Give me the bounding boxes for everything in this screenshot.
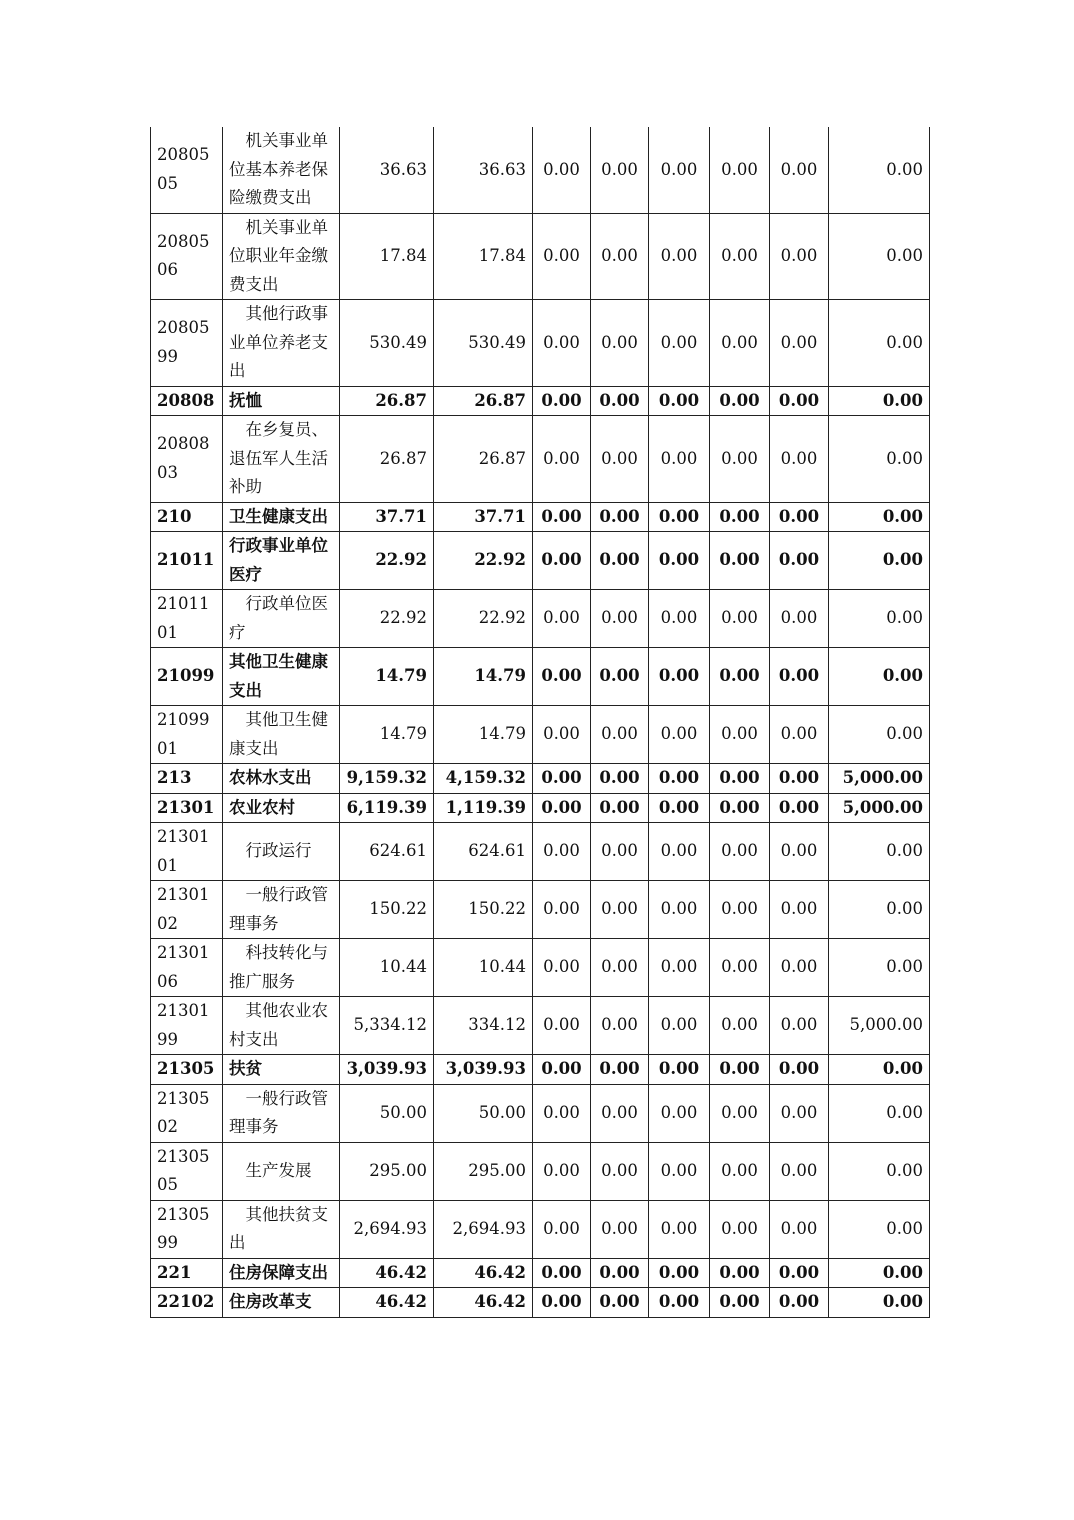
amount-cell-c5: 0.00 (649, 213, 710, 300)
amount-cell-c3: 0.00 (533, 793, 591, 823)
subject-code-cell: 20808 (151, 386, 223, 416)
amount-cell-total: 46.42 (340, 1288, 434, 1318)
table-row (151, 706, 930, 764)
amount-cell-c5: 0.00 (649, 793, 710, 823)
amount-cell-c3: 0.00 (533, 1288, 591, 1318)
amount-cell-c6: 0.00 (710, 590, 770, 648)
amount-cell-c6: 0.00 (710, 213, 770, 300)
amount-cell-basic: 1,119.39 (434, 793, 533, 823)
amount-cell-total: 10.44 (340, 939, 434, 997)
amount-cell-c5: 0.00 (649, 939, 710, 997)
amount-cell-basic: 14.79 (434, 706, 533, 764)
amount-cell-c3: 0.00 (533, 939, 591, 997)
amount-cell-total: 5,334.12 (340, 997, 434, 1055)
amount-cell-c8: 0.00 (829, 416, 930, 503)
subject-name-cell: 农林水支出 (223, 764, 340, 794)
subject-code-cell: 221 (151, 1258, 223, 1288)
amount-cell-c3: 0.00 (533, 416, 591, 503)
subject-name-cell: 机关事业单位基本养老保险缴费支出 (223, 127, 340, 213)
subject-name-cell: 住房保障支出 (223, 1258, 340, 1288)
amount-cell-total: 26.87 (340, 416, 434, 503)
table-row (151, 793, 930, 823)
amount-cell-c3: 0.00 (533, 1055, 591, 1085)
amount-cell-c3: 0.00 (533, 127, 591, 213)
amount-cell-c3: 0.00 (533, 881, 591, 939)
amount-cell-c6: 0.00 (710, 764, 770, 794)
amount-cell-c4: 0.00 (591, 300, 649, 387)
amount-cell-c3: 0.00 (533, 502, 591, 532)
subject-code-cell: 2080505 (151, 127, 223, 213)
amount-cell-basic: 334.12 (434, 997, 533, 1055)
amount-cell-c8: 0.00 (829, 1258, 930, 1288)
amount-cell-c4: 0.00 (591, 939, 649, 997)
amount-cell-c3: 0.00 (533, 1142, 591, 1200)
subject-name-cell: 住房改革支 (223, 1288, 340, 1318)
amount-cell-c6: 0.00 (710, 386, 770, 416)
subject-name-cell: 其他扶贫支出 (223, 1200, 340, 1258)
amount-cell-c4: 0.00 (591, 997, 649, 1055)
amount-cell-total: 37.71 (340, 502, 434, 532)
amount-cell-c4: 0.00 (591, 706, 649, 764)
table-row (151, 590, 930, 648)
amount-cell-c6: 0.00 (710, 532, 770, 590)
table-row (151, 648, 930, 706)
amount-cell-basic: 3,039.93 (434, 1055, 533, 1085)
amount-cell-c3: 0.00 (533, 1258, 591, 1288)
amount-cell-c4: 0.00 (591, 1200, 649, 1258)
amount-cell-c5: 0.00 (649, 1055, 710, 1085)
amount-cell-c8: 5,000.00 (829, 997, 930, 1055)
amount-cell-c7: 0.00 (770, 590, 829, 648)
amount-cell-c5: 0.00 (649, 590, 710, 648)
subject-name-cell: 行政单位医疗 (223, 590, 340, 648)
amount-cell-c8: 0.00 (829, 532, 930, 590)
amount-cell-c4: 0.00 (591, 764, 649, 794)
subject-name-cell: 机关事业单位职业年金缴费支出 (223, 213, 340, 300)
amount-cell-c4: 0.00 (591, 823, 649, 881)
amount-cell-total: 6,119.39 (340, 793, 434, 823)
amount-cell-c3: 0.00 (533, 706, 591, 764)
subject-name-cell: 其他农业农村支出 (223, 997, 340, 1055)
amount-cell-c6: 0.00 (710, 997, 770, 1055)
amount-cell-basic: 10.44 (434, 939, 533, 997)
subject-code-cell: 21011 (151, 532, 223, 590)
subject-code-cell: 2130599 (151, 1200, 223, 1258)
amount-cell-c8: 0.00 (829, 502, 930, 532)
subject-name-cell: 一般行政管理事务 (223, 1084, 340, 1142)
amount-cell-total: 22.92 (340, 532, 434, 590)
amount-cell-basic: 46.42 (434, 1258, 533, 1288)
subject-code-cell: 22102 (151, 1288, 223, 1318)
amount-cell-total: 50.00 (340, 1084, 434, 1142)
amount-cell-c7: 0.00 (770, 416, 829, 503)
subject-code-cell: 2130102 (151, 881, 223, 939)
amount-cell-c7: 0.00 (770, 1288, 829, 1318)
amount-cell-basic: 17.84 (434, 213, 533, 300)
subject-code-cell: 21099 (151, 648, 223, 706)
amount-cell-c7: 0.00 (770, 532, 829, 590)
amount-cell-c7: 0.00 (770, 1055, 829, 1085)
subject-name-cell: 其他卫生健康支出 (223, 648, 340, 706)
subject-code-cell: 2080803 (151, 416, 223, 503)
amount-cell-c7: 0.00 (770, 706, 829, 764)
amount-cell-basic: 46.42 (434, 1288, 533, 1318)
table-row (151, 823, 930, 881)
amount-cell-c4: 0.00 (591, 648, 649, 706)
amount-cell-c5: 0.00 (649, 1200, 710, 1258)
subject-code-cell: 213 (151, 764, 223, 794)
amount-cell-c5: 0.00 (649, 997, 710, 1055)
amount-cell-c7: 0.00 (770, 300, 829, 387)
amount-cell-c8: 0.00 (829, 1200, 930, 1258)
subject-code-cell: 2130502 (151, 1084, 223, 1142)
amount-cell-c4: 0.00 (591, 386, 649, 416)
amount-cell-c7: 0.00 (770, 997, 829, 1055)
amount-cell-c7: 0.00 (770, 764, 829, 794)
amount-cell-c6: 0.00 (710, 939, 770, 997)
amount-cell-c6: 0.00 (710, 1200, 770, 1258)
amount-cell-c3: 0.00 (533, 590, 591, 648)
table-row (151, 997, 930, 1055)
amount-cell-c3: 0.00 (533, 764, 591, 794)
amount-cell-basic: 26.87 (434, 386, 533, 416)
subject-name-cell: 科技转化与推广服务 (223, 939, 340, 997)
amount-cell-c8: 0.00 (829, 590, 930, 648)
table-row (151, 1258, 930, 1288)
amount-cell-total: 150.22 (340, 881, 434, 939)
amount-cell-total: 2,694.93 (340, 1200, 434, 1258)
amount-cell-basic: 37.71 (434, 502, 533, 532)
amount-cell-c7: 0.00 (770, 793, 829, 823)
amount-cell-basic: 624.61 (434, 823, 533, 881)
amount-cell-c8: 0.00 (829, 823, 930, 881)
amount-cell-basic: 150.22 (434, 881, 533, 939)
subject-code-cell: 2080506 (151, 213, 223, 300)
table-row (151, 1084, 930, 1142)
table-row (151, 1288, 930, 1318)
table-row (151, 502, 930, 532)
amount-cell-c3: 0.00 (533, 823, 591, 881)
amount-cell-c5: 0.00 (649, 823, 710, 881)
amount-cell-c4: 0.00 (591, 1055, 649, 1085)
amount-cell-c6: 0.00 (710, 300, 770, 387)
amount-cell-c8: 0.00 (829, 213, 930, 300)
amount-cell-c6: 0.00 (710, 502, 770, 532)
amount-cell-c3: 0.00 (533, 1084, 591, 1142)
amount-cell-total: 624.61 (340, 823, 434, 881)
subject-code-cell: 2130106 (151, 939, 223, 997)
table-row (151, 213, 930, 300)
amount-cell-c6: 0.00 (710, 1084, 770, 1142)
subject-name-cell: 生产发展 (223, 1142, 340, 1200)
amount-cell-c4: 0.00 (591, 881, 649, 939)
amount-cell-c3: 0.00 (533, 532, 591, 590)
amount-cell-c4: 0.00 (591, 532, 649, 590)
amount-cell-total: 3,039.93 (340, 1055, 434, 1085)
amount-cell-basic: 22.92 (434, 590, 533, 648)
amount-cell-c7: 0.00 (770, 213, 829, 300)
amount-cell-c6: 0.00 (710, 1142, 770, 1200)
amount-cell-c3: 0.00 (533, 648, 591, 706)
amount-cell-basic: 50.00 (434, 1084, 533, 1142)
amount-cell-c5: 0.00 (649, 532, 710, 590)
amount-cell-c5: 0.00 (649, 416, 710, 503)
amount-cell-c6: 0.00 (710, 793, 770, 823)
amount-cell-c7: 0.00 (770, 823, 829, 881)
table-row (151, 386, 930, 416)
amount-cell-total: 9,159.32 (340, 764, 434, 794)
amount-cell-total: 14.79 (340, 706, 434, 764)
amount-cell-basic: 22.92 (434, 532, 533, 590)
amount-cell-total: 295.00 (340, 1142, 434, 1200)
amount-cell-c4: 0.00 (591, 793, 649, 823)
amount-cell-c8: 5,000.00 (829, 793, 930, 823)
amount-cell-c7: 0.00 (770, 386, 829, 416)
amount-cell-basic: 295.00 (434, 1142, 533, 1200)
table-row (151, 127, 930, 213)
subject-name-cell: 其他行政事业单位养老支出 (223, 300, 340, 387)
amount-cell-c8: 0.00 (829, 386, 930, 416)
amount-cell-c5: 0.00 (649, 1084, 710, 1142)
amount-cell-c6: 0.00 (710, 823, 770, 881)
amount-cell-basic: 2,694.93 (434, 1200, 533, 1258)
amount-cell-c7: 0.00 (770, 648, 829, 706)
amount-cell-total: 14.79 (340, 648, 434, 706)
subject-name-cell: 卫生健康支出 (223, 502, 340, 532)
amount-cell-c7: 0.00 (770, 1142, 829, 1200)
amount-cell-c6: 0.00 (710, 1258, 770, 1288)
amount-cell-c4: 0.00 (591, 213, 649, 300)
amount-cell-c7: 0.00 (770, 939, 829, 997)
amount-cell-c3: 0.00 (533, 213, 591, 300)
amount-cell-c8: 0.00 (829, 1055, 930, 1085)
amount-cell-c5: 0.00 (649, 648, 710, 706)
subject-name-cell: 扶贫 (223, 1055, 340, 1085)
amount-cell-c7: 0.00 (770, 1084, 829, 1142)
amount-cell-c4: 0.00 (591, 1084, 649, 1142)
amount-cell-basic: 36.63 (434, 127, 533, 213)
subject-name-cell: 抚恤 (223, 386, 340, 416)
amount-cell-c4: 0.00 (591, 1142, 649, 1200)
amount-cell-c4: 0.00 (591, 127, 649, 213)
amount-cell-c5: 0.00 (649, 127, 710, 213)
amount-cell-c6: 0.00 (710, 706, 770, 764)
amount-cell-total: 530.49 (340, 300, 434, 387)
amount-cell-c4: 0.00 (591, 502, 649, 532)
amount-cell-c8: 0.00 (829, 939, 930, 997)
amount-cell-c6: 0.00 (710, 648, 770, 706)
amount-cell-c5: 0.00 (649, 300, 710, 387)
subject-code-cell: 2109901 (151, 706, 223, 764)
subject-code-cell: 210 (151, 502, 223, 532)
amount-cell-c4: 0.00 (591, 1258, 649, 1288)
subject-name-cell: 一般行政管理事务 (223, 881, 340, 939)
amount-cell-c8: 0.00 (829, 881, 930, 939)
table-row (151, 416, 930, 503)
table-row (151, 881, 930, 939)
amount-cell-c7: 0.00 (770, 1200, 829, 1258)
table-row (151, 300, 930, 387)
amount-cell-c8: 0.00 (829, 1142, 930, 1200)
amount-cell-c7: 0.00 (770, 881, 829, 939)
table-row (151, 1055, 930, 1085)
amount-cell-c4: 0.00 (591, 590, 649, 648)
amount-cell-total: 26.87 (340, 386, 434, 416)
subject-code-cell: 21305 (151, 1055, 223, 1085)
amount-cell-basic: 4,159.32 (434, 764, 533, 794)
table-row (151, 939, 930, 997)
table-row (151, 532, 930, 590)
subject-name-cell: 农业农村 (223, 793, 340, 823)
amount-cell-c8: 5,000.00 (829, 764, 930, 794)
amount-cell-c6: 0.00 (710, 881, 770, 939)
amount-cell-c6: 0.00 (710, 416, 770, 503)
amount-cell-c8: 0.00 (829, 127, 930, 213)
table-row (151, 764, 930, 794)
amount-cell-total: 36.63 (340, 127, 434, 213)
subject-code-cell: 2130505 (151, 1142, 223, 1200)
amount-cell-c4: 0.00 (591, 1288, 649, 1318)
amount-cell-c3: 0.00 (533, 997, 591, 1055)
budget-expenditure-table (150, 127, 930, 1318)
subject-name-cell: 行政运行 (223, 823, 340, 881)
amount-cell-c4: 0.00 (591, 416, 649, 503)
subject-code-cell: 2101101 (151, 590, 223, 648)
amount-cell-c8: 0.00 (829, 648, 930, 706)
amount-cell-c7: 0.00 (770, 502, 829, 532)
amount-cell-c5: 0.00 (649, 1288, 710, 1318)
amount-cell-c7: 0.00 (770, 1258, 829, 1288)
amount-cell-c5: 0.00 (649, 764, 710, 794)
amount-cell-c8: 0.00 (829, 1288, 930, 1318)
amount-cell-c5: 0.00 (649, 1258, 710, 1288)
amount-cell-c5: 0.00 (649, 1142, 710, 1200)
amount-cell-c6: 0.00 (710, 1288, 770, 1318)
amount-cell-c3: 0.00 (533, 300, 591, 387)
subject-name-cell: 行政事业单位医疗 (223, 532, 340, 590)
amount-cell-total: 17.84 (340, 213, 434, 300)
amount-cell-c8: 0.00 (829, 300, 930, 387)
amount-cell-basic: 14.79 (434, 648, 533, 706)
amount-cell-c3: 0.00 (533, 386, 591, 416)
amount-cell-basic: 530.49 (434, 300, 533, 387)
amount-cell-c3: 0.00 (533, 1200, 591, 1258)
amount-cell-basic: 26.87 (434, 416, 533, 503)
amount-cell-total: 46.42 (340, 1258, 434, 1288)
amount-cell-c7: 0.00 (770, 127, 829, 213)
amount-cell-c5: 0.00 (649, 706, 710, 764)
amount-cell-c5: 0.00 (649, 502, 710, 532)
amount-cell-c8: 0.00 (829, 706, 930, 764)
table-row (151, 1200, 930, 1258)
amount-cell-c5: 0.00 (649, 881, 710, 939)
amount-cell-c5: 0.00 (649, 386, 710, 416)
amount-cell-c8: 0.00 (829, 1084, 930, 1142)
amount-cell-c6: 0.00 (710, 1055, 770, 1085)
amount-cell-c6: 0.00 (710, 127, 770, 213)
subject-code-cell: 2130101 (151, 823, 223, 881)
subject-name-cell: 在乡复员、退伍军人生活补助 (223, 416, 340, 503)
subject-name-cell: 其他卫生健康支出 (223, 706, 340, 764)
table-row (151, 1142, 930, 1200)
subject-code-cell: 2130199 (151, 997, 223, 1055)
amount-cell-total: 22.92 (340, 590, 434, 648)
subject-code-cell: 2080599 (151, 300, 223, 387)
subject-code-cell: 21301 (151, 793, 223, 823)
